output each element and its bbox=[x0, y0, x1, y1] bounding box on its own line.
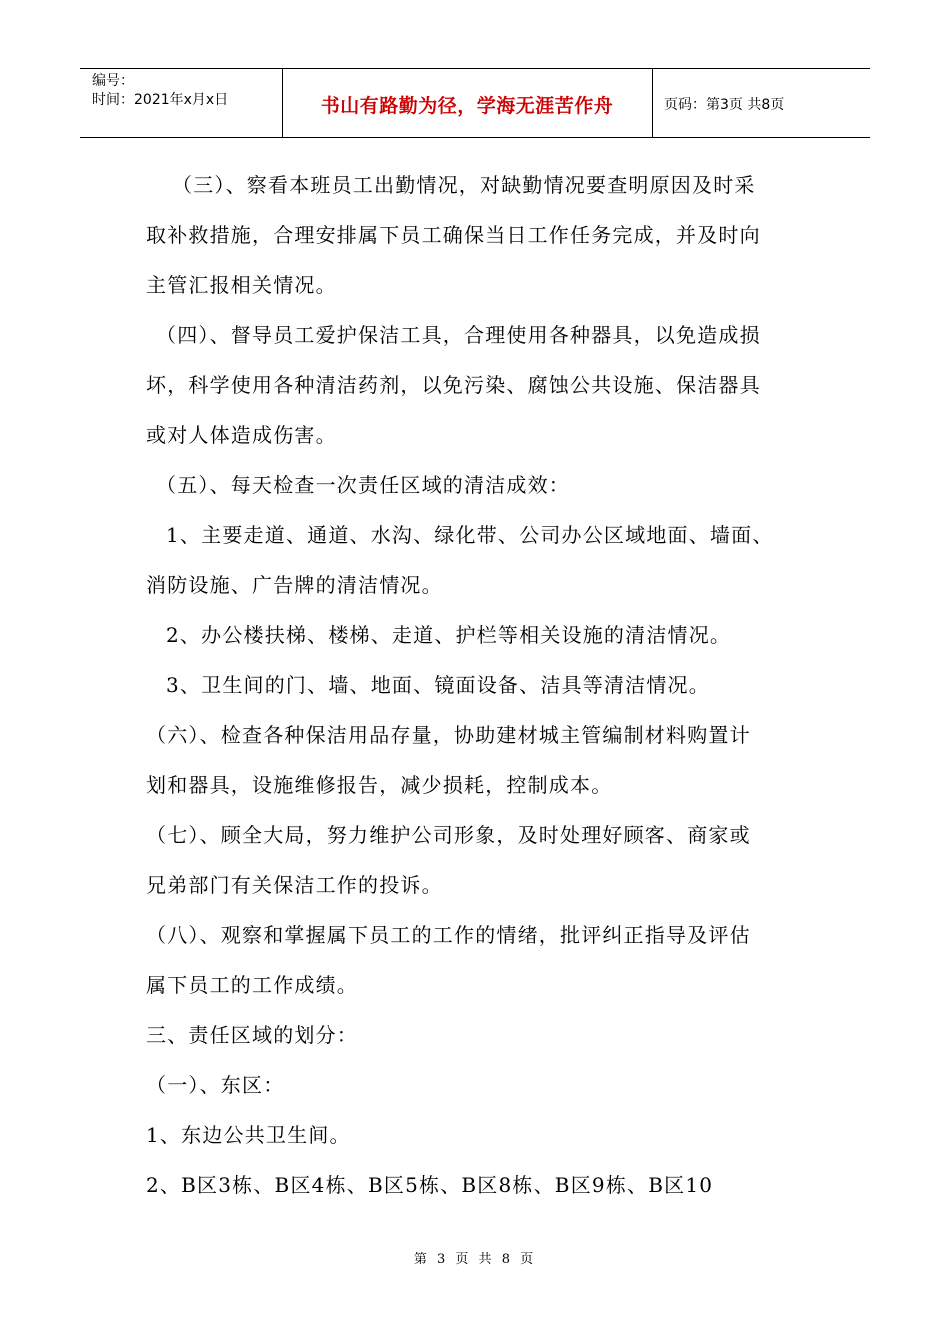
text-line: 1、主要走道、通道、水沟、绿化带、公司办公区域地面、墙面、 bbox=[166, 523, 774, 547]
text-line: 三、责任区域的划分： bbox=[146, 1023, 358, 1047]
text-line: 坏，科学使用各种清洁药剂，以免污染、腐蚀公共设施、保洁器具 bbox=[146, 373, 761, 397]
text-line: 3、卫生间的门、墙、地面、镜面设备、洁具等清洁情况。 bbox=[166, 673, 710, 697]
text-line: （三）、察看本班员工出勤情况，对缺勤情况要查明原因及时采 bbox=[172, 173, 756, 197]
text-line: （七）、顾全大局，努力维护公司形象，及时处理好顾客、商家或 bbox=[146, 823, 751, 847]
document-date-label: 时间：2021年x月x日 bbox=[92, 92, 229, 108]
header-page-info: 页码：第3页 共8页 bbox=[664, 97, 785, 113]
text-line: （六）、检查各种保洁用品存量，协助建材城主管编制材料购置计 bbox=[146, 723, 751, 747]
text-line: （一）、东区： bbox=[146, 1073, 285, 1097]
page-footer: 第 3 页 共 8 页 bbox=[413, 1252, 537, 1267]
text-line: 主管汇报相关情况。 bbox=[146, 273, 337, 297]
text-line: （四）、督导员工爱护保洁工具，合理使用各种器具，以免造成损 bbox=[156, 323, 761, 347]
text-line: 1、东边公共卫生间。 bbox=[146, 1123, 351, 1147]
text-line: 属下员工的工作成绩。 bbox=[146, 973, 358, 997]
text-line: （五）、每天检查一次责任区域的清洁成效： bbox=[156, 473, 570, 497]
text-line: 划和器具，设施维修报告，减少损耗，控制成本。 bbox=[146, 773, 613, 797]
text-line: 取补救措施，合理安排属下员工确保当日工作任务完成，并及时向 bbox=[146, 223, 761, 247]
text-line: 2、办公楼扶梯、楼梯、走道、护栏等相关设施的清洁情况。 bbox=[166, 623, 732, 647]
text-line: 消防设施、广告牌的清洁情况。 bbox=[146, 573, 443, 597]
text-line: （八）、观察和掌握属下员工的工作的情绪，批评纠正指导及评估 bbox=[146, 923, 751, 947]
text-line: 2、B区3栋、B区4栋、B区5栋、B区8栋、B区9栋、B区10 bbox=[146, 1173, 714, 1197]
text-line: 兄弟部门有关保洁工作的投诉。 bbox=[146, 873, 443, 897]
document-number-label: 编号： bbox=[92, 73, 134, 89]
header-motto: 书山有路勤为径，学海无涯苦作舟 bbox=[320, 95, 614, 117]
text-line: 或对人体造成伤害。 bbox=[146, 423, 337, 447]
